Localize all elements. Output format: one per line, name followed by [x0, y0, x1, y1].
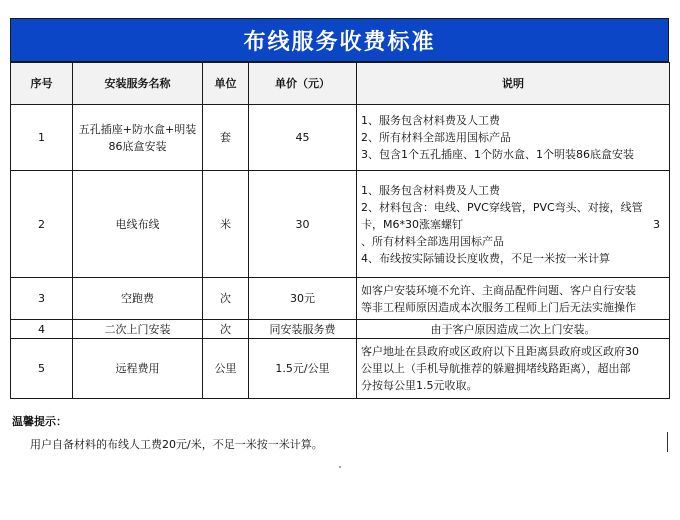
desc-line: 等非工程师原因造成本次服务工程师上门后无法实施操作: [361, 300, 636, 314]
row-price: 1.5元/公里: [249, 339, 357, 399]
table-row: [11, 339, 670, 399]
row-index: 2: [11, 171, 73, 278]
row-desc: [357, 105, 670, 171]
desc-line: 、所有材料全部选用国标产品: [361, 234, 504, 248]
table-row: [11, 105, 670, 171]
table-row: [11, 171, 670, 278]
desc-line: 3、包含1个五孔插座、1个防水盒、1个明装86底盒安装: [361, 148, 634, 161]
price-table: [10, 62, 670, 399]
row-name: 远程费用: [73, 339, 203, 399]
row-price: 30元: [249, 278, 357, 320]
row-unit: 套: [203, 105, 249, 171]
text-cursor: [667, 432, 668, 452]
row-name: 二次上门安装: [73, 320, 203, 339]
row-price: 45: [249, 105, 357, 171]
row-index: 4: [11, 320, 73, 339]
row-price: 30: [249, 171, 357, 278]
desc-line: 4、布线按实际铺设长度收费，不足一米按一米计算: [361, 251, 610, 265]
tips-text: 用户自备材料的布线人工费20元/米，不足一米按一米计算。: [30, 438, 323, 451]
row-unit: 次: [203, 278, 249, 320]
row-name: 电线布线: [73, 171, 203, 278]
header-name: 安装服务名称: [73, 63, 203, 105]
row-index: 3: [11, 278, 73, 320]
row-name: 五孔插座+防水盒+明装86底盒安装: [73, 105, 203, 171]
desc-line: 1、服务包含材料费及人工费: [361, 183, 500, 197]
table-header-row: [11, 63, 670, 105]
header-desc: 说明: [357, 63, 670, 105]
desc-segment: 3: [653, 217, 660, 231]
desc-line: [361, 216, 666, 233]
table-row: [11, 278, 670, 320]
row-unit: 次: [203, 320, 249, 339]
row-unit: 公里: [203, 339, 249, 399]
header-index: 序号: [11, 63, 73, 105]
desc-line: 2、材料包含：电线、PVC穿线管，PVC弯头、对接，线管: [361, 200, 643, 214]
desc-line: 客户地址在县政府或区政府以下且距离县政府或区政府30: [361, 345, 639, 358]
row-desc: 由于客户原因造成二次上门安装。: [357, 320, 670, 339]
desc-line: 如客户安装环境不允许、主商品配件问题、客户自行安装: [361, 283, 636, 297]
desc-segment: 卡，M6*30涨塞螺钉: [361, 217, 463, 231]
tips-label: 温馨提示：: [12, 415, 67, 428]
price-sheet: [10, 18, 669, 399]
row-desc: [357, 339, 670, 399]
row-index: 1: [11, 105, 73, 171]
row-name: 空跑费: [73, 278, 203, 320]
desc-line: 1、服务包含材料费及人工费: [361, 114, 500, 127]
desc-line: 2、所有材料全部选用国标产品: [361, 131, 511, 144]
row-index: 5: [11, 339, 73, 399]
desc-line: 公里以上（手机导航推荐的躲避拥堵线路距离），超出部: [361, 362, 631, 375]
header-unit: 单位: [203, 63, 249, 105]
row-desc: [357, 278, 670, 320]
stray-dot: [339, 466, 341, 468]
page-title: 布线服务收费标准: [243, 29, 436, 55]
title-bar: [10, 18, 669, 62]
header-price: 单价（元）: [249, 63, 357, 105]
row-unit: 米: [203, 171, 249, 278]
table-row: [11, 320, 670, 339]
row-price: 同安装服务费: [249, 320, 357, 339]
row-desc: [357, 171, 670, 278]
desc-line: 分按每公里1.5元收取。: [361, 379, 478, 392]
